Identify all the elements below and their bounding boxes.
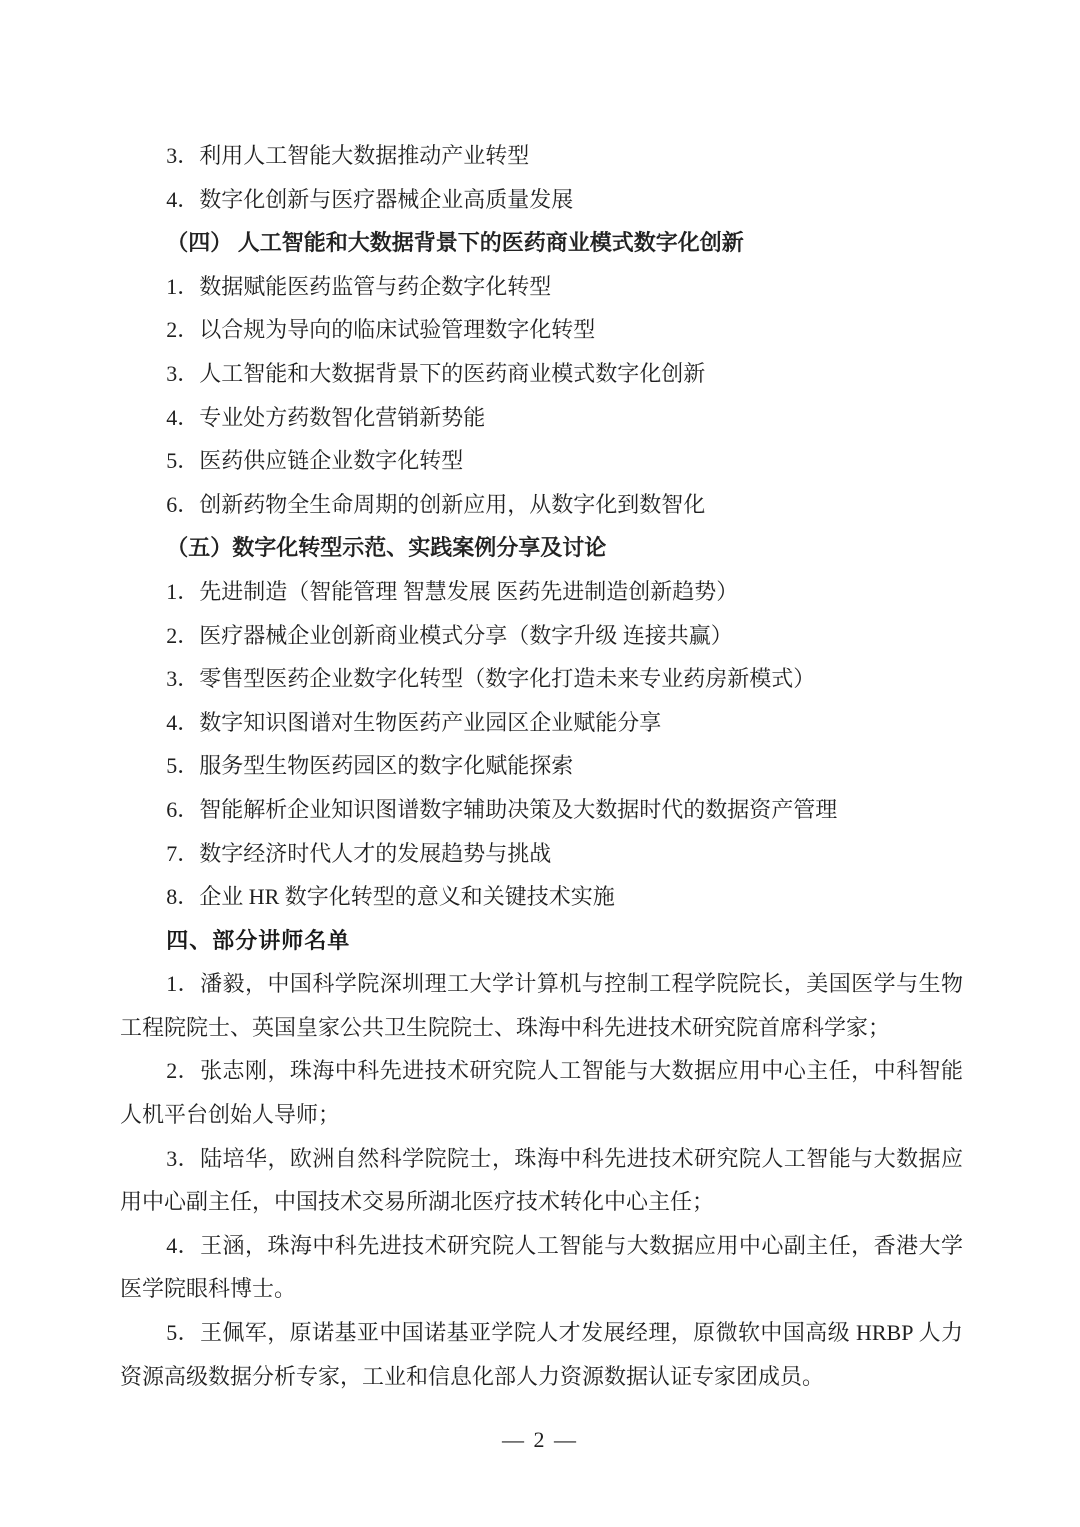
list-item: 1．数据赋能医药监管与药企数字化转型 <box>166 273 552 299</box>
paragraph: 3．陆培华，欧洲自然科学院院士，珠海中科先进技术研究院人工智能与大数据应用中心副主任，中国技术交易所湖北医疗技术转化中心主任； <box>120 1145 963 1215</box>
list-item: 7．数字经济时代人才的发展趋势与挑战 <box>166 840 552 866</box>
list-item: 1．先进制造（智能管理 智慧发展 医药先进制造创新趋势） <box>166 578 739 604</box>
section-heading: 四、部分讲师名单 <box>166 927 351 953</box>
list-item: 6．创新药物全生命周期的创新应用，从数字化到数智化 <box>166 491 706 517</box>
paragraph: 1．潘毅，中国科学院深圳理工大学计算机与控制工程学院院长，美国医学与生物工程院院士、英国皇家公共卫生院院士、珠海中科先进技术研究院首席科学家； <box>120 971 963 1040</box>
paragraph: 2．张志刚，珠海中科先进技术研究院人工智能与大数据应用中心主任，中科智能人机平台创始人导师； <box>120 1058 963 1128</box>
list-item: 4．数字知识图谱对生物医药产业园区企业赋能分享 <box>166 709 662 735</box>
section-subheading: （四） 人工智能和大数据背景下的医药商业模式数字化创新 <box>166 230 744 256</box>
section-subheading: （五）数字化转型示范、实践案例分享及讨论 <box>166 535 607 561</box>
list-item: 8．企业 HR 数字化转型的意义和关键技术实施 <box>166 884 615 910</box>
list-item: 5．医药供应链企业数字化转型 <box>166 448 464 474</box>
page-number: — 2 — <box>502 1427 578 1452</box>
list-item: 2．医疗器械企业创新商业模式分享（数字升级 连接共赢） <box>166 622 733 648</box>
list-item: 4．专业处方药数智化营销新势能 <box>166 404 486 430</box>
list-item: 3．利用人工智能大数据推动产业转型 <box>166 143 530 168</box>
list-item: 3．人工智能和大数据背景下的医药商业模式数字化创新 <box>166 360 706 386</box>
paragraph: 5．王佩军，原诺基亚中国诺基亚学院人才发展经理，原微软中国高级 HRBP 人力资源高级数据分析专家，工业和信息化部人力资源数据认证专家团成员。 <box>120 1320 963 1389</box>
list-item: 6．智能解析企业知识图谱数字辅助决策及大数据时代的数据资产管理 <box>166 796 838 822</box>
list-item: 4．数字化创新与医疗器械企业高质量发展 <box>166 186 574 212</box>
list-item: 3．零售型医药企业数字化转型（数字化打造未来专业药房新模式） <box>166 666 816 692</box>
list-item: 5．服务型生物医药园区的数字化赋能探索 <box>166 753 574 779</box>
list-item: 2．以合规为导向的临床试验管理数字化转型 <box>166 317 596 343</box>
paragraph: 4．王涵，珠海中科先进技术研究院人工智能与大数据应用中心副主任，香港大学医学院眼科博士。 <box>120 1232 963 1302</box>
